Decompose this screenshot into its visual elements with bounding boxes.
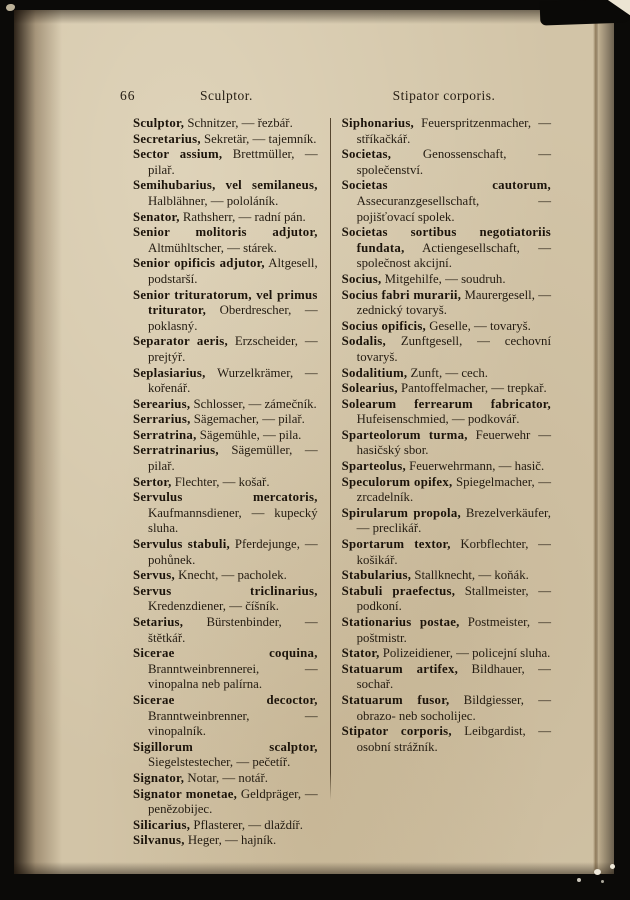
dictionary-entry: Sculptor, Schnitzer, — řezbář. — [133, 116, 293, 130]
entry-headword: Societas sortibus negotiatoriis fundata, — [341, 225, 551, 255]
entry-headword: Serratrina, — [133, 427, 197, 442]
entry-headword: Speculorum opifex, — [341, 474, 453, 489]
entry-headword: Stationarius postae, — [341, 615, 460, 629]
scan-artifact-speck — [594, 869, 601, 875]
dictionary-entry: Serrarius, Sägemacher, — pilař. — [133, 412, 305, 427]
right-edge-shading — [598, 10, 614, 874]
entry-headword: Socius, — [341, 271, 382, 286]
column-divider-rule — [330, 118, 331, 800]
dictionary-entry: Serearius, Schlosser, — zámečník. — [133, 396, 317, 411]
dictionary-entry: Secretarius, Sekretär, — tajemník. — [133, 131, 317, 146]
dictionary-entry: Sector assium, Brettmüller, — pilař. — [133, 147, 318, 177]
entry-headword: Sodalis, — [341, 334, 386, 349]
dictionary-entry: Socius, Mitgehilfe, — soudruh. — [341, 271, 506, 286]
entry-headword: Stabularius, — [341, 568, 412, 583]
entry-headword: Silvanus, — [133, 833, 185, 848]
page-number: 66 — [120, 88, 136, 103]
entry-headword: Solearius, — [341, 381, 398, 396]
entry-headword: Seplasiarius, — [133, 365, 206, 380]
entry-headword: Socius opificis, — [341, 318, 427, 333]
dictionary-entry: Sigillorum scalptor, Siegelstestecher, — pečetíř. — [133, 739, 318, 770]
entry-headword: Signator, — [133, 770, 185, 785]
entry-headword: Servus triclinarius, — [133, 583, 318, 598]
dictionary-entry: Socius fabri murarii, Maurergesell, — zednický tovaryš. — [341, 287, 551, 318]
dictionary-entry: Servulus mercatoris, Kaufmannsdiener, — kupecký sluha. — [133, 490, 318, 536]
entry-headword: Sector assium, — [133, 147, 223, 162]
dictionary-entry: Silvanus, Heger, — hajník. — [133, 833, 277, 848]
entry-headword: Sertor, — [133, 474, 172, 489]
dictionary-entry: Societas sortibus negotiatoriis fundata, Actiengesellschaft, — společnost akcijní. — [341, 225, 551, 271]
dictionary-entry: Setarius, Bürstenbinder, — štětkář. — [133, 615, 318, 645]
dictionary-entry: Sertor, Flechter, — košař. — [133, 474, 270, 489]
dictionary-entry: Statuarum fusor, Bildgiesser, — obrazo- neb socholijec. — [341, 692, 552, 723]
entry-headword: Serratrinarius, — [133, 443, 219, 458]
entry-headword: Stabuli praefectus, — [341, 583, 456, 598]
entry-headword: Societas, — [341, 147, 392, 162]
dictionary-entry: Societas, Genossenschaft, — společenství. — [341, 147, 551, 177]
gutter-shadow — [14, 10, 62, 874]
entry-headword: Senator, — [133, 209, 180, 224]
column-right — [342, 116, 551, 849]
entry-headword: Societas cautorum, — [341, 178, 551, 193]
top-edge-shadow — [14, 10, 614, 24]
column-left — [133, 116, 318, 849]
entry-headword: Sparteolus, — [341, 459, 406, 474]
dictionary-entry: Sparteolorum turma, Feuerwehr — hasičský sbor. — [341, 427, 551, 458]
entry-headword: Sparteolorum turma, — [341, 427, 468, 442]
entry-headword: Secretarius, — [133, 131, 201, 146]
dictionary-entry: Senator, Rathsherr, — radní pán. — [133, 209, 306, 224]
dictionary-entry: Sicerae decoctor, Branntweinbrenner, — vinopalník. — [133, 692, 318, 739]
entry-headword: Servulus stabuli, — [133, 537, 230, 552]
entry-headword: Silicarius, — [133, 817, 191, 832]
dictionary-entry: Stabularius, Stallknecht, — koňák. — [341, 568, 529, 583]
dictionary-entry: Sodalitium, Zunft, — cech. — [341, 365, 489, 380]
entry-headword: Socius fabri murarii, — [341, 287, 462, 302]
entry-headword: Servus, — [133, 568, 175, 583]
bottom-edge-shadow — [14, 862, 614, 874]
entry-headword: Servulus mercatoris, — [133, 490, 318, 505]
dictionary-entry: Serratrina, Sägemühle, — pila. — [133, 427, 302, 442]
dictionary-entry: Sportarum textor, Korbflechter, — košikář. — [341, 537, 551, 567]
entry-headword: Senior opificis adjutor, — [133, 256, 265, 271]
dictionary-entry: Servus, Knecht, — pacholek. — [133, 568, 287, 583]
dictionary-entry: Stabuli praefectus, Stallmeister, — podkoní. — [341, 583, 551, 614]
dictionary-entry: Stator, Polizeidiener, — policejní sluha. — [341, 646, 551, 661]
dictionary-entry: Silicarius, Pflasterer, — dlaždíř. — [133, 817, 303, 832]
dictionary-entry: Stipator corporis, Leibgardist, — osobní strážník. — [341, 724, 551, 754]
entry-headword: Serrarius, — [133, 412, 191, 427]
entry-headword: Statuarum artifex, — [341, 661, 459, 676]
dictionary-entry: Socius opificis, Geselle, — tovaryš. — [341, 318, 531, 333]
entry-headword: Solearum ferrearum fabricator, — [341, 396, 551, 411]
dictionary-entry: Solearum ferrearum fabricator, Hufeisenschmied, — podkovář. — [341, 396, 551, 427]
entry-headword: Sicerae coquina, — [133, 646, 318, 661]
running-head-right: Stipator corporis. — [392, 88, 496, 103]
dictionary-entry: Societas cautorum, Assecuranzgesellschaft, — pojišťovací spolek. — [341, 178, 551, 224]
entry-headword: Sigillorum scalptor, — [133, 739, 318, 754]
entry-headword: Sicerae decoctor, — [133, 692, 318, 707]
scan-artifact-speck — [601, 880, 604, 883]
dictionary-entry: Sparteolus, Feuerwehrmann, — hasič. — [341, 459, 545, 474]
entry-headword: Sportarum textor, — [341, 537, 451, 552]
dictionary-entry: Semihubarius, vel semilaneus, Halblähner, — pololáník. — [133, 178, 318, 208]
scanned-page — [14, 10, 614, 874]
entry-headword: Senior molitoris adjutor, — [133, 225, 318, 240]
entry-headword: Siphonarius, — [341, 116, 415, 130]
entry-headword: Setarius, — [133, 615, 184, 629]
entry-headword: Statuarum fusor, — [341, 692, 450, 707]
dictionary-entry: Siphonarius, Feuerspritzenmacher, — stříkačkář. — [341, 116, 551, 146]
entry-headword: Semihubarius, vel semilaneus, — [133, 178, 318, 193]
dictionary-entry: Senior opificis adjutor, Altgesell, podstarší. — [133, 256, 318, 286]
dictionary-entry: Statuarum artifex, Bildhauer, — sochař. — [341, 661, 551, 692]
dictionary-entry: Speculorum opifex, Spiegelmacher, — zrcadelník. — [341, 474, 551, 505]
dictionary-entry: Signator monetae, Geldpräger, — penězobijec. — [133, 786, 318, 817]
dictionary-entry: Seplasiarius, Wurzelkrämer, — kořenář. — [133, 365, 318, 396]
dictionary-entry: Senior molitoris adjutor, Altmühltscher, — stárek. — [133, 225, 318, 255]
dictionary-entry: Stationarius postae, Postmeister, — poštmistr. — [341, 615, 551, 645]
entry-headword: Sodalitium, — [341, 365, 408, 380]
dictionary-entry: Separator aeris, Erzscheider, — prejtýř. — [133, 334, 318, 364]
dictionary-entry: Servus triclinarius, Kredenzdiener, — číšník. — [133, 583, 318, 614]
dictionary-entry: Solearius, Pantoffelmacher, — trepkař. — [341, 381, 547, 396]
entry-headword: Separator aeris, — [133, 334, 228, 349]
dictionary-entry: Spirularum propola, Brezelverkäufer, — preclikář. — [341, 505, 551, 536]
running-head-left: Sculptor. — [200, 88, 253, 103]
entry-headword: Senior trituratorum, vel primus triturator, — [133, 287, 318, 318]
entry-headword: Stator, — [341, 646, 380, 661]
entry-headword: Serearius, — [133, 396, 191, 411]
entry-headword: Sculptor, — [133, 116, 185, 130]
entry-headword: Spirularum propola, — [341, 505, 461, 520]
dictionary-entry: Sicerae coquina, Branntweinbrennerei, — vinopalna neb palírna. — [133, 646, 318, 692]
dictionary-entry: Serratrinarius, Sägemüller, — pilař. — [133, 443, 318, 474]
scan-artifact-speck — [610, 864, 615, 869]
entry-headword: Stipator corporis, — [341, 724, 452, 739]
dictionary-columns — [133, 116, 551, 849]
scan-artifact-speck — [577, 878, 581, 882]
entry-headword: Signator monetae, — [133, 786, 238, 801]
dictionary-entry: Sodalis, Zunftgesell, — cechovní tovaryš. — [341, 334, 551, 364]
dictionary-entry: Servulus stabuli, Pferdejunge, — pohůnek. — [133, 537, 318, 567]
dictionary-entry: Signator, Notar, — notář. — [133, 770, 268, 785]
dictionary-entry: Senior trituratorum, vel primus triturator, Oberdrescher, — poklasný. — [133, 287, 318, 333]
